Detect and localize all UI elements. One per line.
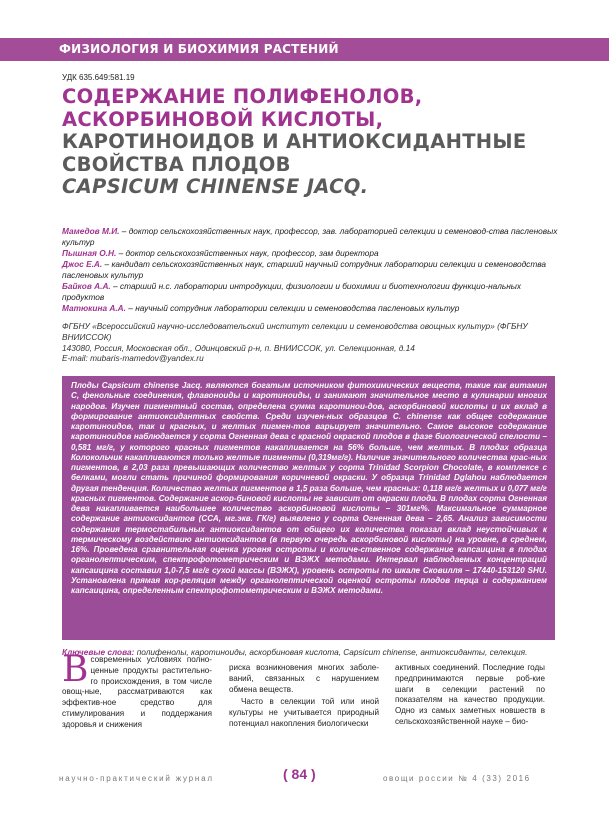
author-entry [62, 303, 562, 314]
author-desc: – старший н.с. лаборатории интродукции, физиологии и биохимии и биотехнологии функцио-нальных продуктов [62, 281, 522, 302]
body-column-3 [395, 663, 545, 730]
author-entry [62, 281, 562, 303]
udk-code: УДК 635.649:581.19 [62, 73, 135, 82]
author-entry [62, 248, 562, 259]
footer-journal: научно-практический журнал [59, 774, 214, 783]
section-header-band [0, 38, 609, 61]
author-entry [62, 259, 562, 281]
affiliation-address: 143080, Россия, Московская обл., Одинцовский р-н, п. ВНИИССОК, ул. Селекционная, д.14 [62, 342, 415, 353]
author-entry [62, 226, 562, 248]
page-footer [0, 768, 609, 788]
affiliation-org: ФГБНУ «Всероссийский научно-исследовательский институт селекции и семеноводства овощных культур» (ФГБНУ ВНИИССОК) [62, 321, 528, 342]
author-desc: – доктор сельскохозяйственных наук, профессор, зав. лабораторией селекции и семеновод-ства пасленовых культур [62, 226, 558, 247]
abstract-box [62, 376, 555, 640]
keywords-label: Ключевые слова: [62, 647, 135, 657]
author-name: Мамедов М.И. [62, 226, 120, 236]
title-line-5: CAPSICUM CHINENSE JACQ. [62, 175, 369, 198]
title-line-3: КАРОТИНОИДОВ И АНТИОКСИДАНТНЫЕ [62, 130, 527, 153]
article-title [62, 86, 562, 199]
author-name: Байков А.А. [62, 281, 111, 291]
author-name: Пышная О.Н. [62, 248, 117, 258]
affiliation [62, 321, 562, 364]
authors-list [62, 226, 562, 314]
author-name: Матюкина А.А. [62, 303, 126, 313]
title-line-4: СВОЙСТВА ПЛОДОВ [62, 152, 291, 176]
body-column-2 [229, 663, 379, 732]
body-col2-para2: Часто в селекции той или иной культуры не учитывается природный потенциал накопления биологически [229, 697, 379, 728]
body-col2-para1: риска возникновения многих заболе-ваний, связанных с нарушением обмена веществ. [229, 663, 379, 694]
abstract-text: Плоды Capsicum chinense Jacq. являются богатым источником фитохимических веществ, такие как витамин С, фенольные соединения, флавоноиды и каротиноиды, и занимают значительное место в кулинарии многих народов. Изучен пигментный состав, определена сумма каротинои-дов, аскорбиновой кислоты и их вклад в формирование антиоксидантных свойств. Среди изучен-ных образцов C. chinense как общее содержание каротиноидов, так и красных, и желтых пигмен-тов варьирует значительно. Самое высокое содержание каротиноидов наблюдается у сорта Огненная дева с красной окраской плодов в фазе биологической спелости – 0,581 мг/г, у которого красных пигментов накапливается на 56% больше, чем желтых. В плодах образца Колокольчик накапливаются только желтые пигменты (0,319мг/г). Наличие значительного количества крас-ных пигментов, в 2,03 раза превышающих количество желтых у сорта Trinidad Scorpion Chocolate, в комплексе с белками, могли стать причиной формирования коричневой окраски. У образца Trinidad Dglahou наблюдается другая тенденция. Количество желтых пигментов в 1,5 раза больше, чем красных: 0,118 мг/г желтых и 0,077 мг/г красных пигментов. Содержание аскор-биновой кислоты не зависит от окраски плода. В плодах сорта Огненная дева накапливается наибольшее количество аскорбиновой кислоты – 301мг%. Максимальное суммарное содержание антиоксидантов (ССА, мг.экв. ГК/г) выявлено у сорта Огненная дева – 2,65. Анализ зависимости содержания термостабильных антиоксидантов от общего их количества показал вклад неустойчивых к термическому воздействию антиоксидантов (в первую очередь аскорбиновой кислоты) на уровне, в среднем, 16%. Проведена сравнительная оценка уровня остроты и количе-ственное содержание капсаицина в плодах органолептическим, спектрофотометрическим и ВЭЖХ методами. Интервал наблюдаемых концентраций капсаицина составил 1,0-7,5 мг/г сухой массы (ВЭЖХ), уровень остроты по шкале Сковилля – 17440-153120 SHU. Установлена прямая кор-реляция между органолептической оценкой остроты плодов перца и содержанием капсаицина, определенным спектрофотометрическим и ВЭЖХ методами. [71, 381, 547, 595]
page-number: ( 84 ) [283, 766, 316, 782]
author-name: Джос Е.А. [62, 259, 103, 269]
author-desc: – доктор сельскохозяйственных наук, профессор, зам директора [116, 248, 379, 258]
section-header: ФИЗИОЛОГИЯ И БИОХИМИЯ РАСТЕНИЙ [59, 42, 339, 56]
body-col1-text: современных условиях полно-ценные продукты растительно-го происхождения, в том числе овощ-ные, рассматриваются как эффектив-ное средство для стимулирования и поддержания здоровья и снижения [62, 655, 212, 729]
drop-cap: В [62, 649, 89, 690]
keywords-text: полифенолы, каротиноиды, аскорбиновая кислота, Capsicum chinense, антиоксиданты, селекция. [134, 647, 528, 657]
author-desc: – научный сотрудник лаборатории селекции и семеноводства пасленовых культур [125, 303, 460, 313]
footer-issue: овощи россии № 4 (33) 2016 [383, 774, 531, 783]
title-line-1: СОДЕРЖАНИЕ ПОЛИФЕНОЛОВ, [62, 85, 423, 108]
title-line-2: АСКОРБИНОВОЙ КИСЛОТЫ, [62, 107, 384, 131]
author-desc: – кандидат сельскохозяйственных наук, старший научный сотрудник лаборатории селекции и семеноводства пасленовых культур [62, 259, 546, 280]
affiliation-email[interactable]: E-mail: mubaris-mamedov@yandex.ru [62, 353, 204, 364]
body-col3-para1: активных соединений. Последние годы предпринимаются первые роб-кие шаги в селекции растений по показателям на качество продукции. Одно из самых заметных новшеств в сельскохозяйственной науке – био- [395, 663, 545, 726]
